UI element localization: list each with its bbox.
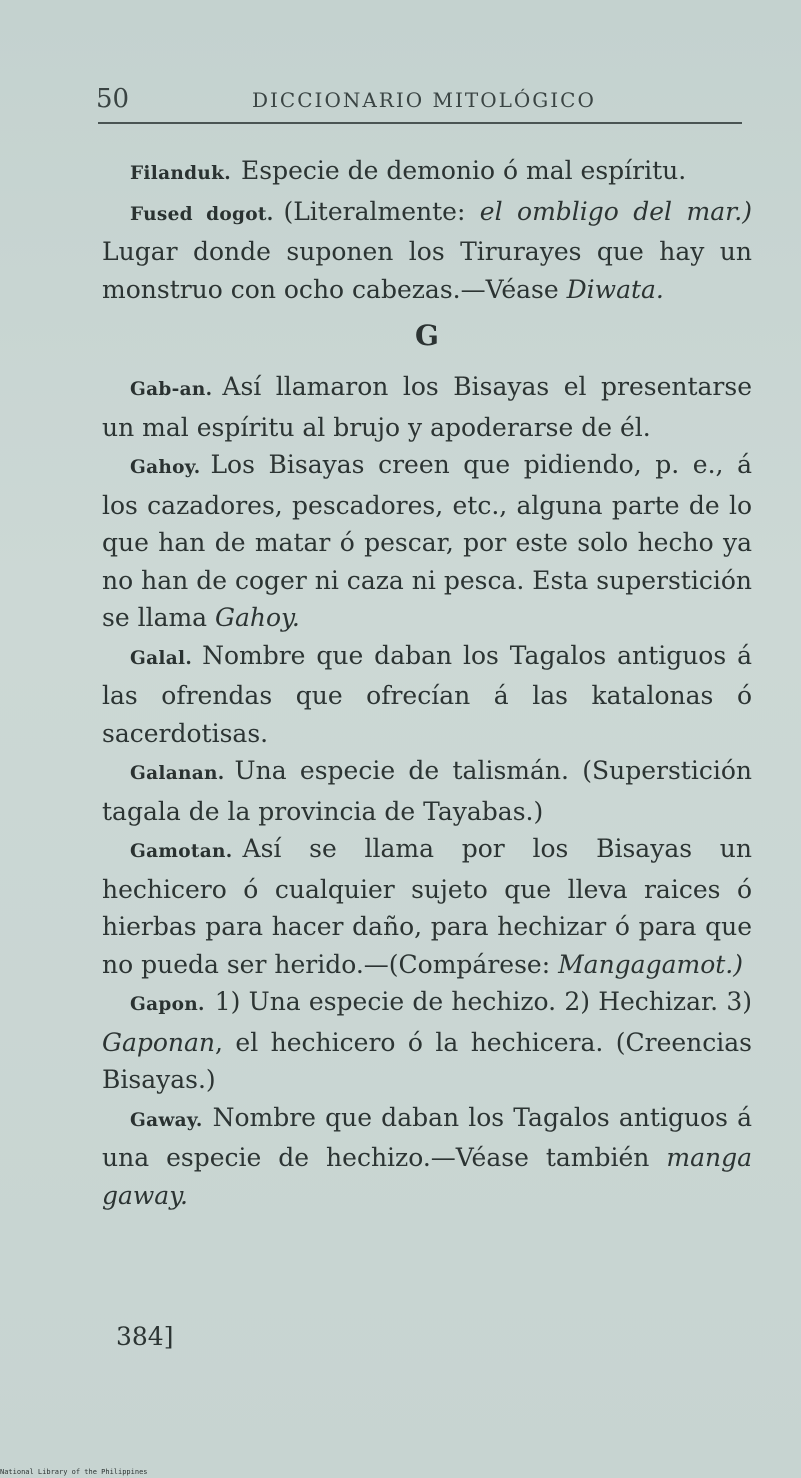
dictionary-entry (102, 368, 752, 446)
entry-definition: Así llamaron los Bisayas el presentarse un mal espíritu al brujo y apoderarse de él. (102, 372, 752, 442)
signature-mark: 384] (116, 1322, 174, 1351)
entry-italic-text: Mangagamot.) (558, 949, 744, 979)
entry-italic-text: Gahoy. (215, 603, 300, 632)
entry-headword: Gahoy. (130, 457, 201, 478)
footer-credit: National Library of the Philippines (0, 1468, 148, 1476)
entry-definition: Nombre que daban los Tagalos antiguos á una especie de hechizo.—Véase también (102, 1102, 752, 1172)
section-letter: G (415, 319, 439, 352)
entry-definition: Especie de demonio ó mal espíritu. (240, 156, 687, 185)
entry-headword: Gapon. (130, 994, 205, 1015)
dictionary-entry (102, 1099, 752, 1215)
entry-italic-text: Diwata. (566, 274, 664, 304)
entry-definition: Nombre que daban los Tagalos antiguos á las ofrendas que ofrecían á las katalonas ó sacerdotisas. (102, 640, 752, 748)
header-rule (98, 122, 742, 124)
entry-definition: Los Bisayas creen que pidiendo, p. e., á los cazadores, pescadores, etc., alguna parte de lo que han de matar ó pescar, por este solo hecho ya no han de coger ni caza ni pesca. Esta superstición se llama (102, 450, 752, 632)
page-number: 50 (96, 84, 130, 114)
page-header (96, 84, 746, 120)
entry-headword: Galal. (130, 647, 193, 669)
entry-definition: Lugar donde suponen los Tirurayes que hay un monstruo con ocho cabezas.—Véase (102, 237, 752, 304)
entry-headword: Filanduk. (130, 163, 231, 184)
entry-headword: Gamotan. (130, 841, 233, 862)
entry-definition: Una especie de talismán. (Superstición tagala de la provincia de Tayabas.) (102, 756, 752, 826)
dictionary-entry (102, 446, 752, 637)
entries-g (102, 368, 752, 1214)
dictionary-entry (102, 637, 752, 753)
running-title: DICCIONARIO MITOLÓGICO (252, 88, 596, 112)
entry-italic-text: Gaponan (102, 1027, 216, 1057)
entry-headword: Fused dogot. (130, 203, 274, 225)
entry-italic-text: manga gaway. (102, 1143, 752, 1210)
entry-headword: Galanan. (130, 763, 225, 784)
entry-italic-text: el ombligo del mar.) (479, 196, 752, 226)
dictionary-entry (102, 830, 752, 983)
entry-definition: Así se llama por los Bisayas un hechicero ó cualquier sujeto que lleva raices ó hierbas para hacer daño, para hechizar ó para que no pueda ser herido.—(Compárese: (102, 834, 752, 979)
dictionary-entry (102, 752, 752, 830)
dictionary-text (102, 152, 752, 1214)
entry-definition: 1) Una especie de hechizo. 2) Hechizar. 3) (214, 987, 752, 1016)
dictionary-entry (102, 193, 752, 309)
entry-headword: Gaway. (130, 1109, 203, 1131)
entry-headword: Gab-an. (130, 379, 213, 400)
entry-definition: , el hechicero ó la hechicera. (Creencias Bisayas.) (102, 1027, 752, 1094)
entry-definition: (Literalmente: (283, 196, 480, 226)
entries-f (102, 152, 752, 308)
dictionary-entry (102, 152, 752, 193)
dictionary-entry (102, 983, 752, 1099)
